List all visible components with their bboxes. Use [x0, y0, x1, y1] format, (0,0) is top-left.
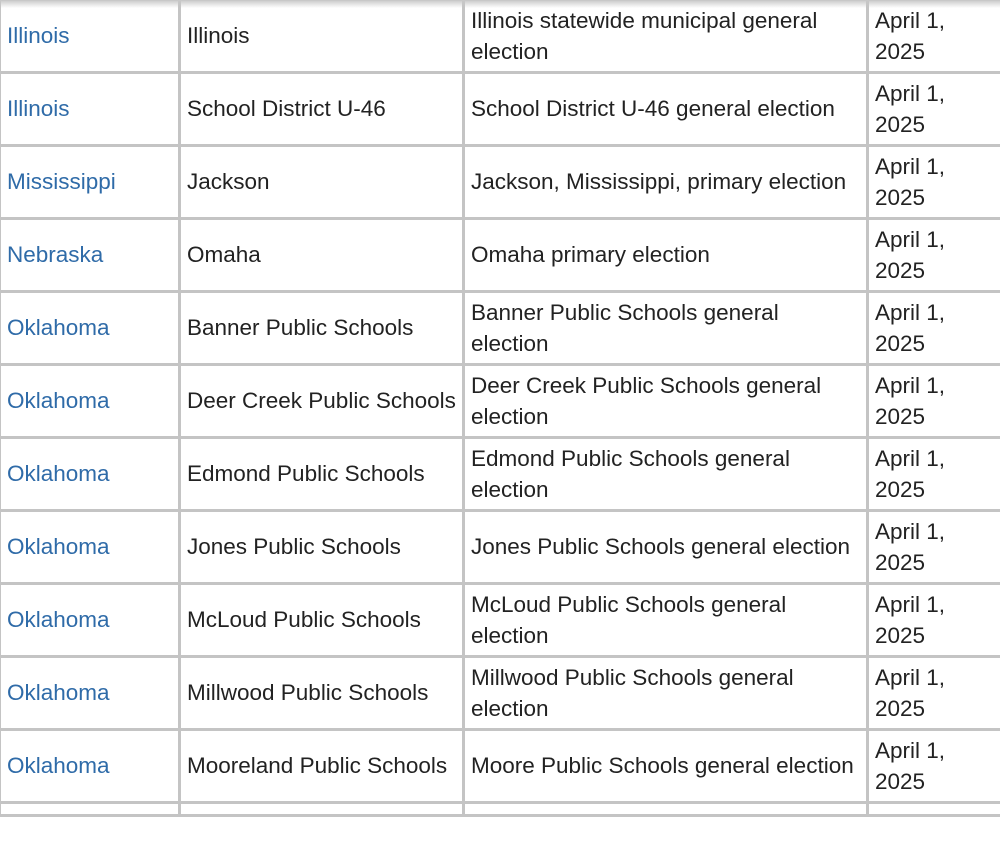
date-cell: April 1, 2025 [868, 146, 1000, 219]
state-cell [0, 146, 180, 219]
state-cell [0, 73, 180, 146]
jurisdiction-cell: School District U-46 [180, 73, 464, 146]
jurisdiction-cell: Edmond Public Schools [180, 438, 464, 511]
election-cell: Moore Public Schools general election [464, 730, 868, 803]
jurisdiction-cell: Millwood Public Schools [180, 657, 464, 730]
table-row [0, 438, 1000, 511]
election-cell: Millwood Public Schools general election [464, 657, 868, 730]
table-cell [0, 803, 180, 816]
date-cell: April 1, 2025 [868, 511, 1000, 584]
state-cell [0, 511, 180, 584]
state-link[interactable]: Oklahoma [7, 534, 110, 560]
jurisdiction-cell: Illinois [180, 0, 464, 73]
election-cell: Illinois statewide municipal general election [464, 0, 868, 73]
table-row [0, 219, 1000, 292]
election-cell: Deer Creek Public Schools general election [464, 365, 868, 438]
election-cell: Jones Public Schools general election [464, 511, 868, 584]
date-cell: April 1, 2025 [868, 219, 1000, 292]
state-link[interactable]: Oklahoma [7, 315, 110, 341]
state-cell [0, 0, 180, 73]
table-row [0, 292, 1000, 365]
state-cell [0, 657, 180, 730]
date-cell: April 1, 2025 [868, 730, 1000, 803]
state-link[interactable]: Mississippi [7, 169, 116, 195]
table-cell [180, 803, 464, 816]
election-cell: Edmond Public Schools general election [464, 438, 868, 511]
table-cell [464, 803, 868, 816]
jurisdiction-cell: Deer Creek Public Schools [180, 365, 464, 438]
election-cell: Jackson, Mississippi, primary election [464, 146, 868, 219]
date-cell: April 1, 2025 [868, 365, 1000, 438]
state-link[interactable]: Oklahoma [7, 607, 110, 633]
jurisdiction-cell: McLoud Public Schools [180, 584, 464, 657]
state-cell [0, 365, 180, 438]
state-link[interactable]: Illinois [7, 23, 70, 49]
state-link[interactable]: Oklahoma [7, 461, 110, 487]
date-cell: April 1, 2025 [868, 657, 1000, 730]
date-cell: April 1, 2025 [868, 438, 1000, 511]
table-cell [868, 803, 1000, 816]
table-row-partial-bottom [0, 803, 1000, 816]
state-cell [0, 292, 180, 365]
table-row [0, 73, 1000, 146]
jurisdiction-cell: Jackson [180, 146, 464, 219]
state-link[interactable]: Oklahoma [7, 388, 110, 414]
election-cell: Omaha primary election [464, 219, 868, 292]
state-link[interactable]: Oklahoma [7, 753, 110, 779]
state-cell [0, 584, 180, 657]
state-cell [0, 438, 180, 511]
state-link[interactable]: Nebraska [7, 242, 104, 268]
election-cell: McLoud Public Schools general election [464, 584, 868, 657]
state-link[interactable]: Oklahoma [7, 680, 110, 706]
table-row [0, 584, 1000, 657]
jurisdiction-cell: Mooreland Public Schools [180, 730, 464, 803]
table-row [0, 365, 1000, 438]
jurisdiction-cell: Banner Public Schools [180, 292, 464, 365]
election-cell: Banner Public Schools general election [464, 292, 868, 365]
state-cell [0, 219, 180, 292]
date-cell: April 1, 2025 [868, 584, 1000, 657]
jurisdiction-cell: Omaha [180, 219, 464, 292]
date-cell: April 1, 2025 [868, 73, 1000, 146]
date-cell: April 1, 2025 [868, 292, 1000, 365]
election-cell: School District U-46 general election [464, 73, 868, 146]
state-link[interactable]: Illinois [7, 96, 70, 122]
table-row [0, 146, 1000, 219]
state-cell [0, 730, 180, 803]
table-row [0, 730, 1000, 803]
date-cell: April 1, 2025 [868, 0, 1000, 73]
table-row [0, 0, 1000, 73]
table-row [0, 657, 1000, 730]
jurisdiction-cell: Jones Public Schools [180, 511, 464, 584]
table-row [0, 511, 1000, 584]
